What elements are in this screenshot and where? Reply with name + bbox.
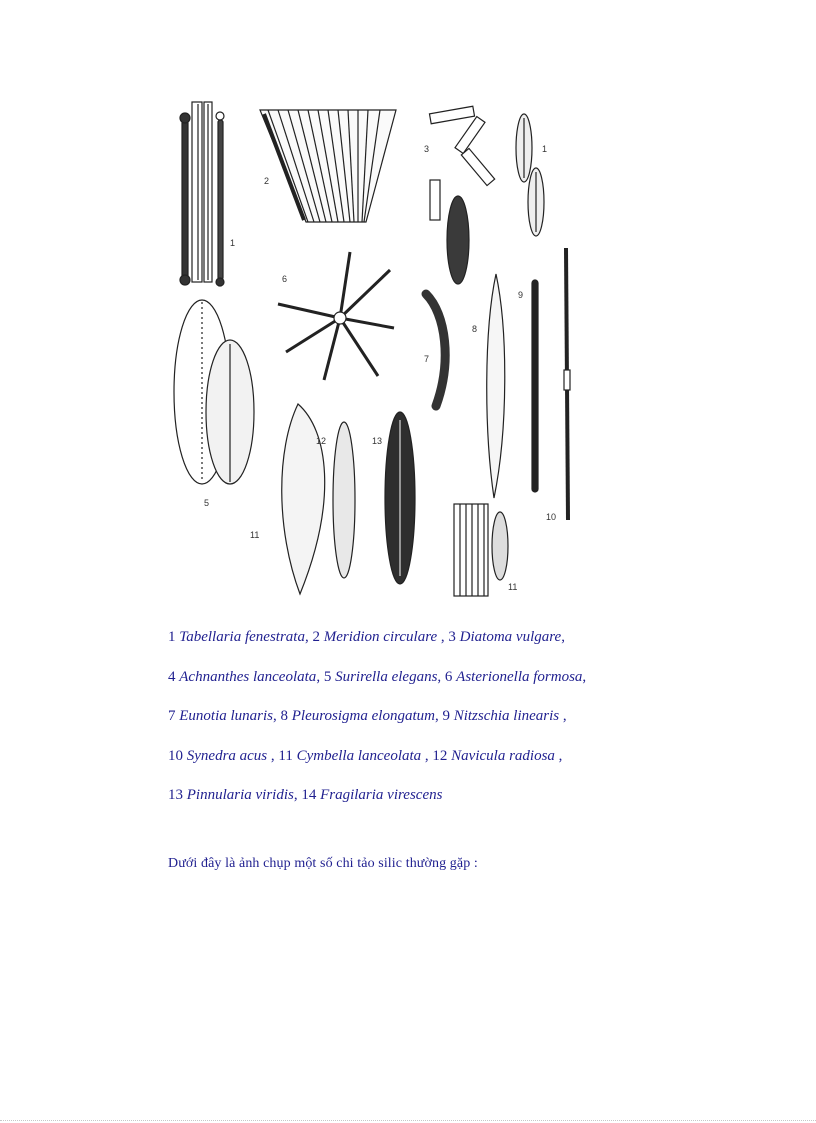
figure-label: 11 [250, 530, 260, 540]
fragilaria-drawing [454, 504, 508, 596]
species-name: Eunotia lunaris [179, 708, 274, 724]
figure-label: 12 [316, 436, 327, 446]
paragraph-text: Dưới đây là ảnh chụp một số chi tảo silic thường gặp : [168, 856, 478, 871]
species-name: Fragilaria virescens [320, 787, 443, 803]
species-name: Achnanthes lanceolata [179, 668, 317, 685]
figure-label: 1 [542, 144, 548, 154]
species-name: Asterionella formosa [456, 668, 583, 685]
species-name: Nitzschia linearis [453, 708, 560, 724]
page-bottom-divider [0, 1120, 816, 1121]
species-name: Cymbella lanceolata [296, 747, 422, 764]
species-name: Synedra acus [186, 747, 268, 764]
figure-label: 13 [372, 436, 383, 446]
cymbella-dark-drawing [447, 196, 469, 284]
species-name: Navicula radiosa [451, 747, 555, 764]
diatom-illustration [168, 100, 576, 600]
pleurosigma-drawing [487, 274, 505, 498]
species-name: Pinnularia viridis [186, 787, 294, 803]
species-name: Diatoma vulgare [459, 629, 562, 645]
synedra-drawing [564, 248, 570, 520]
caption-line: 7 Eunotia lunaris, 8 Pleurosigma elongatum, 9 Nitzschia linearis , [168, 708, 567, 724]
figure-label: 5 [204, 498, 210, 508]
achnanthes-drawing [516, 114, 544, 236]
cymbella-drawing [282, 404, 325, 594]
caption-line: 13 Pinnularia viridis, 14 Fragilaria virescens [168, 787, 443, 803]
figure-label: 11 [508, 582, 518, 592]
figure-label: 3 [424, 144, 430, 154]
figure-label: 10 [546, 512, 557, 522]
meridion-drawing [260, 110, 396, 222]
figure-label: 7 [424, 354, 430, 364]
figure-label: 2 [264, 176, 270, 186]
nitzschia-drawing [532, 280, 538, 492]
figure-label: 9 [518, 290, 524, 300]
asterionella-drawing [278, 252, 394, 380]
caption-line: 10 Synedra acus , 11 Cymbella lanceolata , 12 Navicula radiosa , [168, 747, 563, 764]
surirella-drawing [174, 300, 254, 484]
species-name: Tabellaria fenestrata [179, 629, 305, 645]
figure-label: 6 [282, 274, 288, 284]
caption-line: 1 Tabellaria fenestrata, 2 Meridion circulare , 3 Diatoma vulgare, [168, 629, 565, 645]
figure-label: 8 [472, 324, 478, 334]
figure-caption [168, 618, 788, 816]
species-name: Pleurosigma elongatum [291, 708, 435, 724]
species-name: Surirella elegans [335, 668, 438, 685]
navicula-drawing [333, 422, 355, 578]
eunotia-drawing [426, 294, 445, 406]
species-name: Meridion circulare [323, 629, 438, 645]
caption-line: 4 Achnanthes lanceolata, 5 Surirella elegans, 6 Asterionella formosa, [168, 668, 587, 685]
figure-label: 1 [230, 238, 236, 248]
tabellaria-drawing [180, 102, 224, 286]
